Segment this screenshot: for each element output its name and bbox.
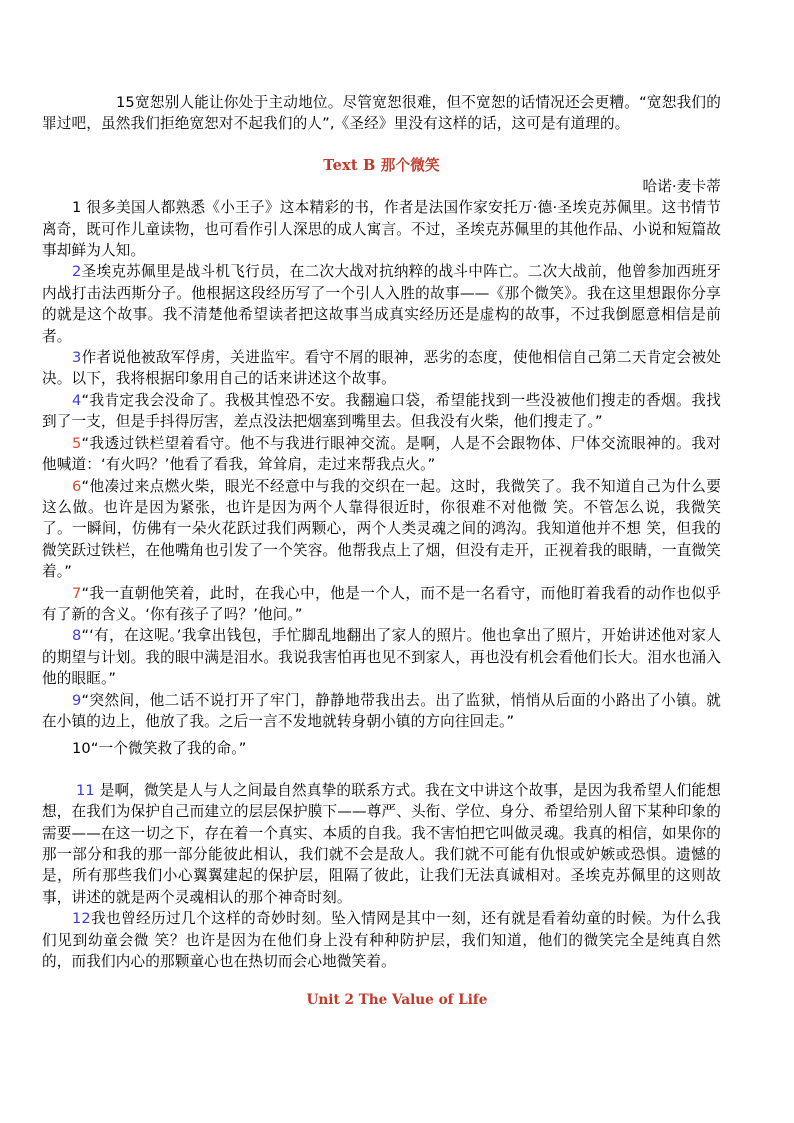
paragraph-number: 4 bbox=[72, 391, 82, 409]
paragraph-text: “我透过铁栏望着看守。他不与我进行眼神交流。是啊，人是不会跟物体、尸体交流眼神的。我对他喊道：‘有火吗？’他看了看我，耸耸肩，走过来帮我点火。” bbox=[42, 434, 721, 474]
paragraph-text: “我一直朝他笑着，此时，在我心中，他是一个人，而不是一名看守，而他盯着我看的动作也似乎有了新的含义。‘你有孩子了吗？’他问。” bbox=[42, 584, 721, 623]
paragraph-number: 2 bbox=[72, 263, 82, 281]
paragraph-text: 作者说他被敌军俘虏，关进监牢。看守不屑的眼神，恶劣的态度，使他相信自己第二天肯定会被处决。以下，我将根据印象用自己的话来讲述这个故事。 bbox=[42, 349, 721, 388]
paragraph-text: 是啊，微笑是人与人之间最自然真挚的联系方式。我在文中讲这个故事，是因为我希望人们能想想，在我们为保护自己而建立的层层保护膜下——尊严、头衔、学位、身分、希望给别人留下某种印象的需要——在这一切之下，存在着一个真实、本质的自我。我不害怕把它叫做灵魂。我真的相信，如果你的那一部分和我的那一部分能彼此相认，我们就不会是敌人。我们就不可能有仇恨或妒嫉或恐惧。遗憾的 是，所有那些我们小心翼翼建起的保护层，阻隔了彼此，让我们无法真诚相对。圣埃克苏佩里的这则故事，讲述的就是两个灵魂相认的那个神奇时刻。 bbox=[42, 781, 721, 906]
paragraph-number: 11 bbox=[76, 781, 95, 799]
paragraph-text: 圣埃克苏佩里是战斗机飞行员，在二次大战对抗纳粹的战斗中阵亡。二次大战前，他曾参加西班牙内战打击法西斯分子。他根据这段经历写了一个引人入胜的故事——《那个微笑》。我在这里想跟你分享的就是这个故事。我不清楚他希望读者把这故事当成真实经历还是虚构的故事，不过我倒愿意相信是前者。 bbox=[42, 263, 721, 345]
paragraph-text: 我也曾经历过几个这样的奇妙时刻。坠入情网是其中一刻，还有就是看着幼童的时候。为什么我们见到幼童会微 笑？也许是因为在他们身上没有种种防护层，我们知道，他们的微笑完全是纯真自然的，而我们内心的那颗童心也在热切而会心地微笑着。 bbox=[42, 910, 721, 971]
text-b-title: Text B 那个微笑 bbox=[323, 156, 440, 174]
paragraph-text: “我肯定我会没命了。我极其惶恐不安。我翻遍口袋，希望能找到一些没被他们搜走的香烟。我找到了一支，但是手抖得厉害，差点没法把烟塞到嘴里去。但我没有火柴，他们搜走了。” bbox=[42, 391, 721, 431]
document-body bbox=[42, 92, 721, 972]
paragraph-text: “突然间，他二话不说打开了牢门，静静地带我出去。出了监狱，悄悄从后面的小路出了小镇。就在小镇的边上，他放了我。之后一言不发地就转身朝小镇的方向往回走。” bbox=[42, 691, 721, 730]
paragraph-number: 6 bbox=[72, 477, 82, 495]
paragraph-number: 5 bbox=[72, 434, 82, 452]
paragraph-number: 12 bbox=[72, 910, 91, 928]
paragraph-11 bbox=[42, 780, 721, 908]
paragraph-4 bbox=[42, 390, 721, 433]
paragraph-text: “一个微笑救了我的命。” bbox=[90, 740, 247, 758]
author-name: 哈诺·麦卡蒂 bbox=[642, 177, 721, 195]
paragraph-5 bbox=[42, 433, 721, 476]
paragraph-number: 15 bbox=[116, 94, 135, 111]
paragraph-number: 1 bbox=[72, 199, 82, 217]
paragraph-7 bbox=[42, 583, 721, 626]
paragraph-text: “‘有，在这呢。’我拿出钱包，手忙脚乱地翻出了家人的照片。他也拿出了照片，开始讲述他对家人的期望与计划。我的眼中满是泪水。我说我害怕再也见不到家人，再也没有机会看他们长大。泪水也涌入他的眼眶。” bbox=[42, 627, 721, 688]
paragraph-6 bbox=[42, 476, 721, 583]
paragraph-number: 8 bbox=[72, 627, 82, 645]
paragraph-text: 很多美国人都熟悉《小王子》这本精彩的书，作者是法国作家安托万·德·圣埃克苏佩里。这书情节离奇，既可作儿童读物，也可看作引人深思的成人寓言。不过，圣埃克苏佩里的其他作品、小说和短篇故事却鲜为人知。 bbox=[42, 199, 721, 260]
paragraph-12 bbox=[42, 908, 721, 972]
paragraph-15 bbox=[42, 92, 721, 135]
paragraph-3 bbox=[42, 347, 721, 390]
paragraph-text: 宽恕别人能让你处于主动地位。尽管宽恕很难，但不宽恕的话情况还会更糟。“宽恕我们的罪过吧，虽然我们拒绝宽恕对不起我们的人”,《圣经》里没有这样的话，这可是有道理的。 bbox=[42, 94, 721, 133]
paragraph-number: 3 bbox=[72, 349, 82, 367]
paragraph-2 bbox=[42, 261, 721, 347]
paragraph-text: “他凑过来点燃火柴，眼光不经意中与我的交织在一起。这时，我微笑了。我不知道自己为什么要这么做。也许是因为紧张，也许是因为两个人靠得很近时，你很难不对他微 笑。不管怎么说，我微笑了。一瞬间，仿佛有一朵火花跃过我们两颗心，两个人类灵魂之间的鸿沟。我知道他并不想 笑，但我的微笑跃过铁栏，在他嘴角也引发了一个笑容。他帮我点上了烟，但没有走开，正视着我的眼睛，一直微笑着。” bbox=[42, 477, 721, 581]
paragraph-10 bbox=[42, 738, 721, 759]
paragraph-8 bbox=[42, 625, 721, 689]
unit-title: Unit 2 The Value of Life bbox=[306, 992, 488, 1008]
paragraph-1 bbox=[42, 197, 721, 261]
paragraph-number: 7 bbox=[72, 584, 82, 602]
paragraph-number: 9 bbox=[72, 691, 82, 709]
paragraph-number: 10 bbox=[72, 740, 91, 758]
paragraph-9 bbox=[42, 690, 721, 733]
